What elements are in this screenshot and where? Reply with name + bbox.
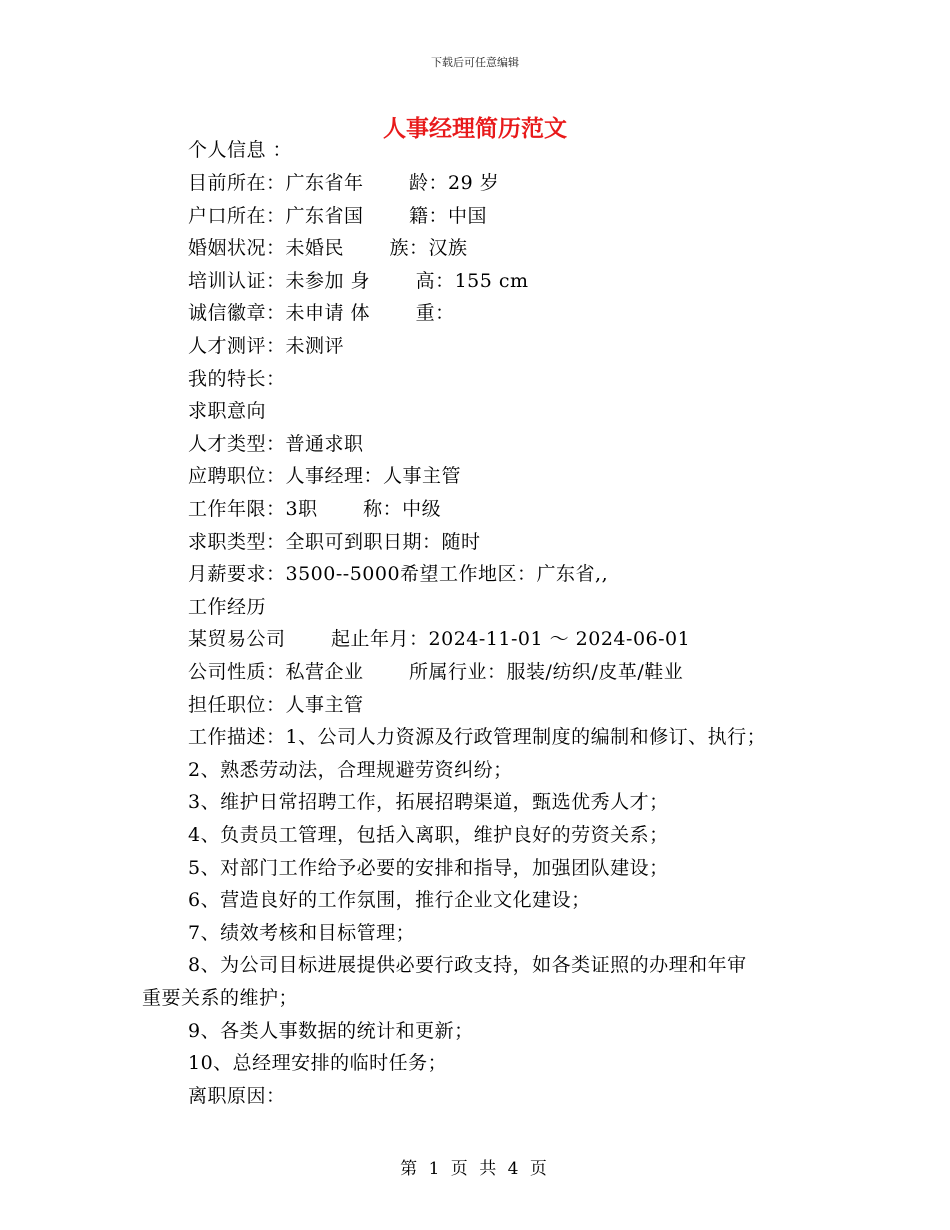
text-line: 担任职位：人事主管 xyxy=(188,694,364,716)
list-item: 7、绩效考核和目标管理； xyxy=(188,922,416,944)
text-line: 个人信息 ： xyxy=(188,139,293,161)
list-item: 10、总经理安排的临时任务； xyxy=(188,1052,448,1074)
text-line: 离职原因： xyxy=(188,1085,286,1107)
section-heading: 求职意向 xyxy=(188,400,267,422)
text-line: 我的特长： xyxy=(188,368,286,390)
text-line: 人才测评：未测评 xyxy=(188,335,345,357)
page-header: 下载后可任意编辑 xyxy=(431,56,519,69)
list-item: 8、为公司目标进展提供必要行政支持，如各类证照的办理和年审 xyxy=(188,954,747,976)
list-item: 5、对部门工作给予必要的安排和指导，加强团队建设； xyxy=(188,857,669,879)
section-heading: 工作经历 xyxy=(188,596,267,618)
list-item: 2、熟悉劳动法，合理规避劳资纠纷； xyxy=(188,759,513,781)
list-item: 4、负责员工管理，包括入离职，维护良好的劳资关系； xyxy=(188,824,669,846)
text-line: 婚姻状况：未婚民 族：汉族 xyxy=(188,237,468,259)
text-line: 工作年限：3职 称：中级 xyxy=(188,498,442,520)
text-line: 应聘职位：人事经理：人事主管 xyxy=(188,465,462,487)
page-footer: 第 1 页 共 4 页 xyxy=(400,1159,550,1179)
text-line: 月薪要求：3500--5000希望工作地区：广东省,, xyxy=(188,563,609,585)
list-item: 3、维护日常招聘工作，拓展招聘渠道，甄选优秀人才； xyxy=(188,791,669,813)
list-item-continuation: 重要关系的维护； xyxy=(142,987,299,1009)
list-item: 9、各类人事数据的统计和更新； xyxy=(188,1020,474,1042)
text-line: 户口所在：广东省国 籍：中国 xyxy=(188,205,488,227)
text-line: 人才类型：普通求职 xyxy=(188,433,364,455)
text-line: 求职类型：全职可到职日期：随时 xyxy=(188,531,481,553)
text-line: 诚信徽章：未申请 体 重： xyxy=(188,302,455,324)
text-line: 目前所在：广东省年 龄：29 岁 xyxy=(188,172,500,194)
text-line: 某贸易公司 起止年月：2024-11-01 ～ 2024-06-01 xyxy=(188,628,691,650)
list-item: 6、营造良好的工作氛围，推行企业文化建设； xyxy=(188,889,591,911)
text-line: 公司性质：私营企业 所属行业：服装/纺织/皮革/鞋业 xyxy=(188,661,684,683)
text-line: 工作描述：1、公司人力资源及行政管理制度的编制和修订、执行； xyxy=(188,726,767,748)
document-title: 人事经理简历范文 xyxy=(383,115,567,142)
text-line: 培训认证：未参加 身 高：155 cm xyxy=(188,270,529,292)
